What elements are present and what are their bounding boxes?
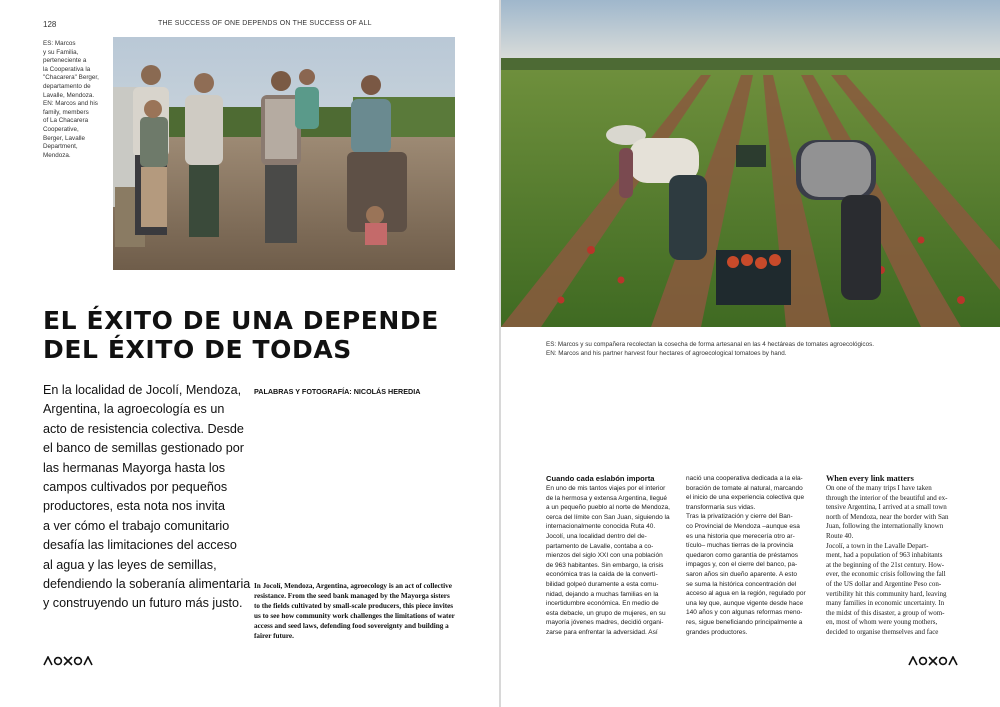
body-line: incertidumbre económica. En medio de xyxy=(546,600,659,608)
body-line: tículo– muchas tierras de la provincia xyxy=(686,542,794,550)
body-line: es una historia que merecería otro ar- xyxy=(686,532,795,540)
body-line: decided to organise themselves and face xyxy=(826,627,939,636)
section-heading-en: When every link matters xyxy=(826,474,914,483)
caption-es: ES: Marcos y su compañera recolectan la cosecha de forma artesanal en las 4 hectáreas de tomates agroecológicos. xyxy=(546,341,874,348)
caption-line: Berger, Lavalle xyxy=(43,134,86,142)
body-line: impagos y, con el cierre del banco, pa- xyxy=(686,561,798,569)
caption-line: EN: Marcos and his xyxy=(43,100,98,108)
body-column-spanish-1 xyxy=(546,474,679,638)
body-line: mayoría jóvenes madres, decidió organi- xyxy=(546,619,664,627)
caption-line: perteneciente a xyxy=(43,57,87,65)
harvest-photo-illustration xyxy=(501,0,1000,327)
body-line: a un pequeño pueblo al norte de Mendoza, xyxy=(546,504,670,512)
body-line: vertibility hit this community hard, leaving xyxy=(826,589,947,598)
body-line: de 963 habitantes. Sin embargo, la crisis xyxy=(546,561,664,569)
lede-line: desafía las limitaciones del acceso xyxy=(43,538,237,553)
body-line: Route 40. xyxy=(826,531,854,540)
lede-en-line: access and seed laws, defending food sovereignty and building a xyxy=(254,622,449,631)
lede-line: Argentina, la agroecología es un xyxy=(43,402,225,417)
lede-line: el banco de semillas gestionado por xyxy=(43,441,244,456)
article-headline xyxy=(43,306,463,364)
body-line: tensive Argentina, I arrived at a small town xyxy=(826,503,947,512)
magazine-logo-mark-icon xyxy=(908,656,958,666)
body-line: acceso al agua en la región, regulado por xyxy=(686,590,806,598)
body-line: económica tras la caída de la convertì- xyxy=(546,571,658,579)
body-line: partamento de Lavalle, contaba a co- xyxy=(546,542,654,550)
lede-line: y construyendo un futuro más justo. xyxy=(43,596,243,611)
body-line: cerca del límite con San Juan, siguiendo la xyxy=(546,513,670,521)
magazine-logo-mark-icon xyxy=(43,656,93,666)
lede-line: acto de resistencia colectiva. Desde xyxy=(43,421,244,436)
lede-line: En la localidad de Jocolí, Mendoza, xyxy=(43,383,242,397)
body-line: en, most of whom were young mothers, xyxy=(826,618,938,627)
lede-en-line: to the fields cultivated by small-scale producers, this piece invites xyxy=(254,602,454,611)
lede-line: a ver cómo el trabajo comunitario xyxy=(43,518,230,533)
caption-line: departamento de xyxy=(43,82,91,90)
byline: PALABRAS Y FOTOGRAFÍA: NICOLÁS HEREDIA xyxy=(254,387,421,396)
harvest-photo xyxy=(501,0,1000,327)
lede-line: productores, esta nota nos invita xyxy=(43,499,226,514)
body-column-spanish-2 xyxy=(686,474,819,637)
right-page xyxy=(501,0,1000,707)
running-head: THE SUCCESS OF ONE DEPENDS ON THE SUCCESS OF ALL xyxy=(158,20,372,27)
body-column-english xyxy=(826,474,959,638)
body-line: at the beginning of the 21st century. How- xyxy=(826,560,945,569)
harvest-photo-caption xyxy=(546,340,874,359)
caption-line: family, members xyxy=(43,108,89,116)
body-line: co Provincial de Mendoza –aunque esa xyxy=(686,522,800,530)
caption-en: EN: Marcos and his partner harvest four hectares of agroecological tomatoes by hand. xyxy=(546,350,787,358)
body-line: bilidad golpeó duramente a esta comu- xyxy=(546,580,659,588)
family-photo-illustration xyxy=(113,37,455,270)
body-line: through the interior of the beautiful and ex- xyxy=(826,493,948,502)
body-line: the midst of this disaster, a group of wom- xyxy=(826,608,945,617)
body-line: On one of the many trips I have taken xyxy=(826,484,932,492)
section-heading-es: Cuando cada eslabón importa xyxy=(546,474,655,483)
headline-line: EL ÉXITO DE UNA DEPENDE xyxy=(43,306,439,335)
lede-spanish xyxy=(43,381,251,614)
body-line: En uno de mis tantos viajes por el interior xyxy=(546,485,666,492)
lede-en-line: us to see how community work challenges the limitations of water xyxy=(254,612,455,621)
lede-line: al agua y las leyes de semillas, xyxy=(43,557,217,572)
body-line: saron años sin dueño aparente. A esto xyxy=(686,570,797,578)
caption-line: of La Chacarera xyxy=(43,117,89,125)
family-photo xyxy=(113,37,455,270)
body-line: ever, the economic crisis following the fall xyxy=(826,570,946,579)
body-line: el inicio de una experiencia colectiva que xyxy=(686,494,805,502)
family-photo-caption xyxy=(43,40,107,160)
body-line: north of Mendoza, near the border with San xyxy=(826,512,949,521)
body-line: se suma la histórica concentración del xyxy=(686,580,797,588)
body-line: mienzos del siglo XXI con una población xyxy=(546,552,663,560)
body-line: Jocolí, una localidad dentro del de- xyxy=(546,532,647,540)
body-line: 140 años y con algunas reformas meno- xyxy=(686,609,803,617)
lede-line: campos cultivados por pequeños xyxy=(43,480,228,495)
lede-line: defendiendo la soberanía alimentaria xyxy=(43,577,251,592)
lede-en-line: fairer future. xyxy=(254,632,294,641)
caption-line: Department, xyxy=(43,143,78,151)
caption-line: ES: Marcos xyxy=(43,40,76,47)
lede-en-line: resistance. From the seed bank managed by the Mayorga sisters xyxy=(254,592,450,601)
body-line: una ley que, aunque vigente desde hace xyxy=(686,599,804,607)
left-page xyxy=(0,0,499,707)
caption-line: Mendoza. xyxy=(43,151,71,159)
body-line: zarse para enfrentar la adversidad. Así xyxy=(546,628,658,636)
lede-line: las hermanas Mayorga hasta los xyxy=(43,460,226,475)
body-line: Juan, following the internationally known xyxy=(826,522,944,531)
caption-line: y su Familia, xyxy=(43,48,79,56)
page-number: 128 xyxy=(43,20,57,29)
body-line: de la hermosa y extensa Argentina, llegué xyxy=(546,494,668,502)
headline-line: DEL ÉXITO DE TODAS xyxy=(43,335,352,364)
body-line: quedaron como garantía de préstamos xyxy=(686,551,799,559)
body-line: many families in economic uncertainty. In xyxy=(826,599,945,608)
lede-english xyxy=(254,581,459,642)
body-line: Tras la privatización y cierre del Ban- xyxy=(686,513,793,521)
body-line: esta debacle, un grupo de mujeres, en su xyxy=(546,609,666,617)
caption-line: "Chacarera" Berger, xyxy=(43,74,99,82)
body-line: internacionalmente conocida Ruta 40. xyxy=(546,523,656,531)
body-line: nació una cooperativa dedicada a la ela- xyxy=(686,475,803,482)
caption-line: Lavalle, Mendoza. xyxy=(43,91,95,99)
body-line: grandes productores. xyxy=(686,628,748,636)
body-line: nidad, dejando a muchas familias en la xyxy=(546,590,659,598)
body-line: Jocolí, a town in the Lavalle Depart- xyxy=(826,541,929,550)
body-line: ment, had a population of 963 inhabitants xyxy=(826,551,943,560)
body-line: res, sigue beneficiando principalmente a xyxy=(686,618,803,626)
body-line: boración de tomate al natural, marcando xyxy=(686,484,803,492)
caption-line: Cooperative, xyxy=(43,125,79,133)
caption-line: la Cooperativa la xyxy=(43,65,91,73)
lede-en-line: In Jocolí, Mendoza, Argentina, agroecology is an act of collective xyxy=(254,582,452,590)
body-line: transformaría sus vidas. xyxy=(686,503,756,511)
body-line: of the US dollar and Argentine Peso con- xyxy=(826,579,942,588)
